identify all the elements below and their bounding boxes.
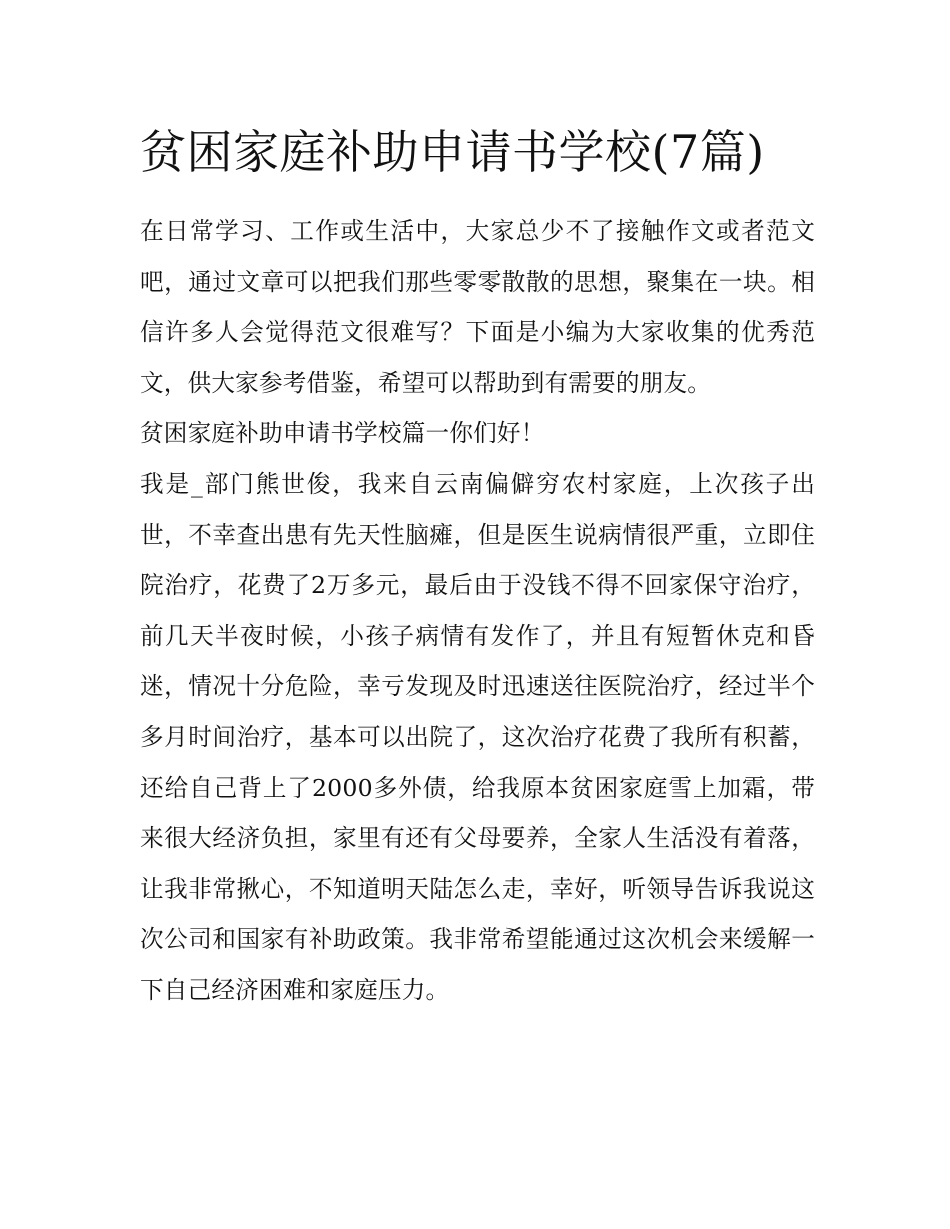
intro-paragraph: 在日常学习、工作或生活中，大家总少不了接触作文或者范文吧，通过文章可以把我们那些零零散散的思想，聚集在一块。相信许多人会觉得范文很难写？下面是小编为大家收集的优秀范文，供大家参考借鉴，希望可以帮助到有需要的朋友。 (140, 217, 815, 397)
section-heading-paragraph: 贫困家庭补助申请书学校篇一你们好！ (140, 419, 545, 448)
document-body (140, 206, 815, 1016)
document-page (140, 112, 815, 1016)
application-paragraph: 我是_部门熊世俊，我来自云南偏僻穷农村家庭，上次孩子出世，不幸查出患有先天性脑瘫，但是医生说病情很严重，立即住院治疗，花费了2万多元，最后由于没钱不得不回家保守治疗，前几天半夜时候，小孩子病情有发作了，并且有短暂休克和昏迷，情况十分危险，幸亏发现及时迅速送往医院治疗，经过半个多月时间治疗，基本可以出院了，这次治疗花费了我所有积蓄，还给自己背上了2000多外债，给我原本贫困家庭雪上加霜，带来很大经济负担，家里有还有父母要养，全家人生活没有着落，让我非常揪心，不知道明天陆怎么走，幸好，听领导告诉我说这次公司和国家有补助政策。我非常希望能通过这次机会来缓解一下自己经济困难和家庭压力。 (140, 469, 815, 1004)
document-title: 贫困家庭补助申请书学校(7篇) (140, 125, 765, 179)
